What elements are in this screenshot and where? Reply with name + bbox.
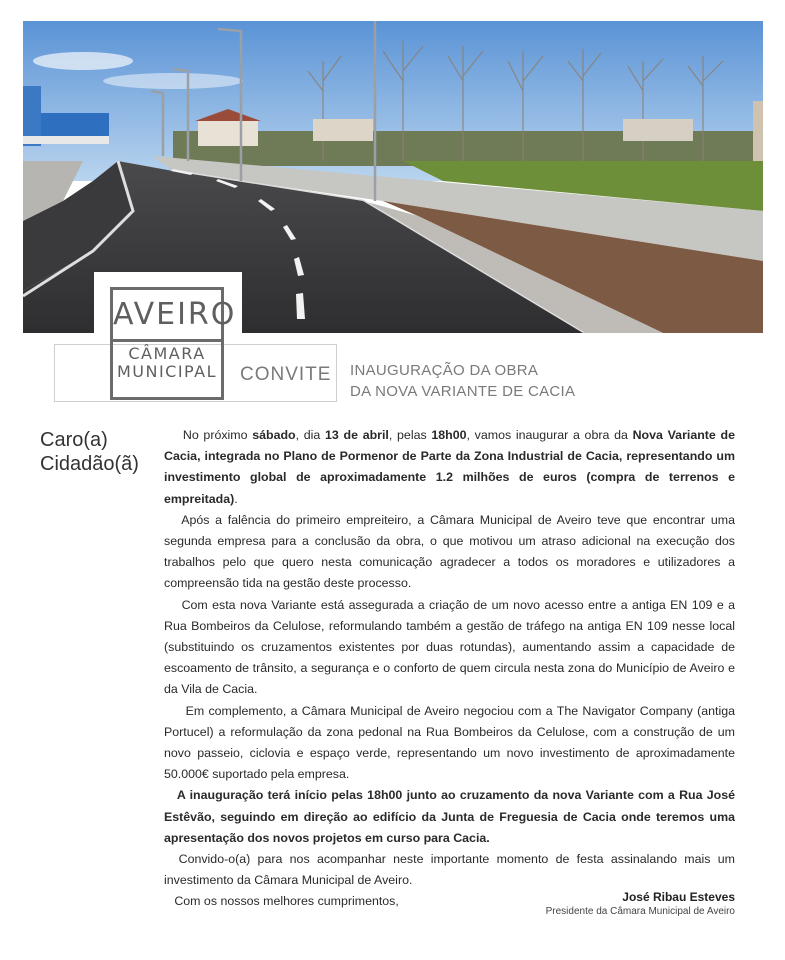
logo-city: AVEIRO bbox=[113, 290, 221, 342]
p1-project: Nova Variante de Cacia, integrada no Plano de Pormenor de Parte da Zona Industrial de Cacia, representando um investimento global de aproximadamente 1.2 milhões de euros (compra de terrenos e empreitada) bbox=[164, 428, 735, 506]
p6-text: Convido-o(a) para nos acompanhar neste importante momento de festa assinalando mais um investimento da Câmara Municipal de Aveiro. bbox=[164, 852, 735, 888]
p1-date: 13 de abril bbox=[325, 428, 389, 442]
paragraph-2 bbox=[164, 510, 735, 595]
logo-municipal bbox=[113, 345, 221, 381]
signature-name: José Ribau Esteves bbox=[622, 890, 735, 904]
p1-text: . bbox=[234, 491, 238, 506]
logo-line2: MUNICIPAL bbox=[116, 362, 218, 381]
paragraph-6 bbox=[164, 849, 735, 891]
p1-text: , vamos inaugurar a obra da bbox=[466, 428, 633, 442]
p5-text: A inauguração terá início pelas 18h00 junto ao cruzamento da nova Variante com a Rua José Estêvão, seguindo em direção ao edifício da Junta de Freguesia de Cacia onde teremos uma apresentação dos novos projetos em curso para Cacia. bbox=[164, 788, 735, 845]
p3-text: Com esta nova Variante está assegurada a criação de um novo acesso entre a antiga EN 109 e a Rua Bombeiros da Celulose, reformulando também a gestão de tráfego na antiga EN 109 nesse local (substituindo os cruzamentos existentes por duas rotundas), aumentando assim a capacidade de escoamento de trânsito, a segurança e o conforto de quem circula nesta zona do Município de Aveiro e da Vila de Cacia. bbox=[164, 597, 735, 697]
signature-role: Presidente da Câmara Municipal de Aveiro bbox=[545, 906, 735, 917]
aveiro-logo bbox=[110, 287, 237, 400]
greeting bbox=[40, 428, 139, 476]
logo-line1: CÂMARA bbox=[128, 344, 206, 363]
p1-text: No próximo bbox=[182, 428, 253, 442]
paragraph-4 bbox=[164, 701, 735, 786]
paragraph-1 bbox=[164, 425, 735, 510]
event-title-line1: INAUGURAÇÃO DA OBRA bbox=[350, 362, 539, 379]
event-title bbox=[350, 360, 575, 402]
greeting-line2: Cidadão(ã) bbox=[40, 453, 139, 475]
p7-text: Com os nossos melhores cumprimentos, bbox=[174, 894, 399, 909]
letter-body bbox=[164, 425, 735, 913]
p1-day: sábado bbox=[252, 428, 296, 442]
p1-text: , dia bbox=[295, 428, 326, 442]
paragraph-5 bbox=[164, 785, 735, 849]
event-title-line2: DA NOVA VARIANTE DE CACIA bbox=[350, 383, 576, 400]
paragraph-3 bbox=[164, 595, 735, 701]
p2-text: Após a falência do primeiro empreiteiro, a Câmara Municipal de Aveiro teve que encontrar uma segunda empresa para a conclusão da obra, o que motivou um atraso adicional na execução dos trabalhos pelo que quero nesta comunicação agradecer a todos os moradores e utilizadores a compreensão tida na gestão deste processo. bbox=[164, 512, 736, 591]
p1-time: 18h00 bbox=[431, 428, 467, 442]
p4-text: Em complemento, a Câmara Municipal de Aveiro negociou com a The Navigator Company (antiga Portucel) a reformulação da zona pedonal na Rua Bombeiros da Celulose, com a construção de um novo passeio, ciclovia e espaço verde, representando um novo investimento de aproximadamente 50.000€ suportado pela empresa. bbox=[164, 703, 735, 782]
signature bbox=[546, 890, 735, 918]
convite-label: CONVITE bbox=[240, 364, 332, 385]
p1-text: , pelas bbox=[388, 428, 432, 442]
greeting-line1: Caro(a) bbox=[40, 429, 108, 451]
